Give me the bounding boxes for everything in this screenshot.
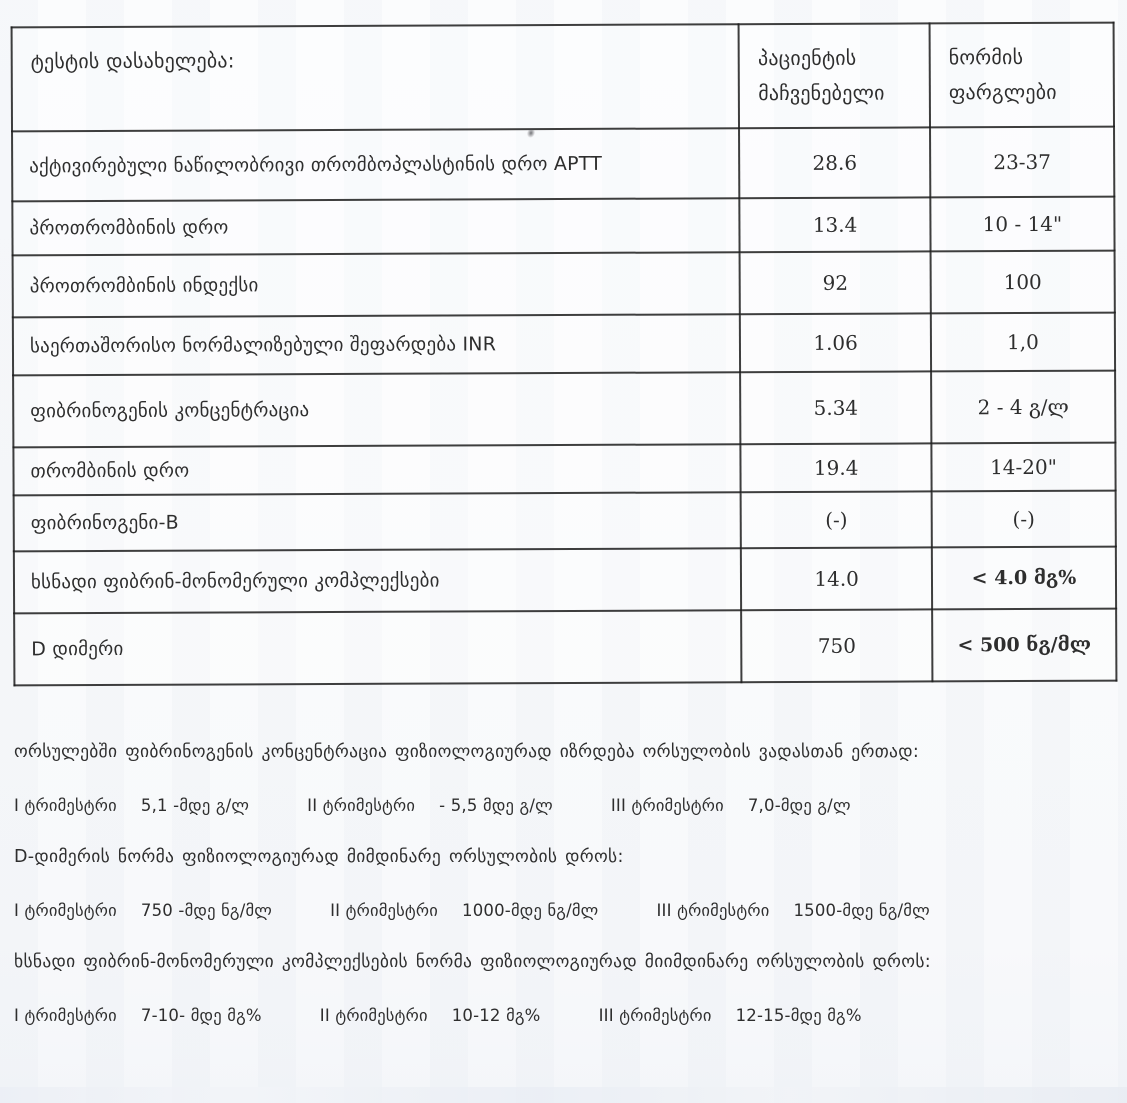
trimester-value: 7,0-მდე გ/ლ (747, 796, 851, 815)
trimester-line (14, 1006, 1114, 1025)
trimester-entry (14, 796, 249, 815)
table-row (13, 371, 1115, 448)
trimester-entry (599, 1006, 862, 1025)
table-row (12, 197, 1114, 256)
note-heading: ორსულებში ფიბრინოგენის კონცენტრაცია ფიზიოლოგიურად იზრდება ორსულობის ვადასთან ერთად: (14, 742, 920, 762)
patient-value-cell: 13.4 (740, 197, 931, 252)
test-name-cell: აქტივირებული ნაწილობრივი თრომბოპლასტინის დრო APTT (12, 128, 740, 201)
test-name-column-header: ტესტის დასახელება: (12, 24, 740, 131)
patient-value-cell: (-) (741, 491, 932, 548)
norm-range-cell: 100 (931, 251, 1115, 314)
trimester-label: I ტრიმესტრი (14, 901, 117, 920)
note-heading: ხსნადი ფიბრინ-მონომერული კომპლექსების ნორმა ფიზიოლოგიურად მიიმდინარე ორსულობის დროს: (14, 952, 931, 972)
trimester-entry (330, 901, 598, 920)
trimester-value: 7-10- მდე მგ% (140, 1006, 262, 1025)
note-block (14, 847, 1114, 920)
norm-range-cell: 1,0 (931, 313, 1115, 372)
trimester-label: II ტრიმესტრი (307, 796, 416, 815)
results-table-header (12, 23, 1114, 132)
test-name-cell: თრომბინის დრო (13, 444, 741, 495)
trimester-label: III ტრიმესტრი (610, 796, 724, 815)
test-name-cell: საერთაშორისო ნორმალიზებული შეფარდება INR (13, 314, 741, 375)
trimester-entry (611, 796, 851, 815)
coagulation-results-table (11, 22, 1118, 687)
trimester-entry (656, 901, 929, 920)
trimester-label: I ტრიმესტრი (14, 796, 117, 815)
test-name-cell: D დიმერი (14, 610, 742, 685)
table-row (14, 547, 1116, 614)
table-row (12, 127, 1114, 202)
trimester-line (14, 901, 1114, 920)
norm-range-cell: < 500 ნგ/მლ (932, 609, 1116, 682)
table-row (14, 609, 1116, 686)
patient-value-cell: 19.4 (741, 443, 932, 492)
patient-value-cell: 92 (740, 251, 931, 314)
patient-value-cell: 28.6 (739, 127, 930, 198)
results-table-body (12, 127, 1116, 686)
trimester-label: III ტრიმესტრი (598, 1006, 712, 1025)
trimester-value: 5,1 -მდე გ/ლ (140, 796, 250, 815)
trimester-entry (320, 1006, 541, 1025)
trimester-value: 10-12 მგ% (451, 1006, 541, 1025)
trimester-value: 750 -მდე ნგ/მლ (140, 901, 273, 920)
table-row (13, 443, 1115, 496)
trimester-entry (14, 1006, 262, 1025)
patient-value-cell: 750 (741, 609, 932, 682)
table-row (13, 313, 1115, 376)
header-row (12, 23, 1114, 132)
patient-value-cell: 14.0 (741, 547, 932, 610)
trimester-value: - 5,5 მდე გ/ლ (439, 796, 553, 815)
trimester-value: 1000-მდე ნგ/მლ (462, 901, 599, 920)
note-block (14, 952, 1114, 1025)
table-row (14, 491, 1116, 552)
trimester-line (14, 796, 1114, 815)
trimester-label: I ტრიმესტრი (14, 1006, 117, 1025)
trimester-value: 12-15-მდე მგ% (735, 1006, 862, 1025)
scan-edge-artifact (0, 1087, 1127, 1103)
test-name-cell: პროთრომბინის დრო (12, 198, 740, 255)
trimester-label: III ტრიმესტრი (656, 901, 770, 920)
trimester-entry (14, 901, 272, 920)
norm-range-cell: < 4.0 მგ% (932, 547, 1116, 610)
trimester-label: II ტრიმესტრი (330, 901, 438, 920)
norm-range-cell: 14-20" (931, 443, 1115, 492)
norm-range-cell: 10 - 14" (930, 197, 1114, 252)
patient-value-cell: 5.34 (740, 371, 931, 444)
trimester-label: II ტრიმესტრი (319, 1006, 428, 1025)
patient-value-column-header: პაციენტის მაჩვენებელი (739, 23, 930, 128)
test-name-cell: ფიბრინოგენი-B (14, 492, 742, 551)
test-name-cell: პროთრომბინის ინდექსი (13, 252, 741, 317)
note-block (14, 742, 1114, 815)
norm-range-cell: (-) (932, 491, 1116, 548)
test-name-cell: ხსნადი ფიბრინ-მონომერული კომპლექსები (14, 548, 742, 613)
norm-range-cell: 2 - 4 გ/ლ (931, 371, 1115, 444)
note-heading: D-დიმერის ნორმა ფიზიოლოგიურად მიმდინარე ორსულობის დროს: (14, 847, 624, 867)
trimester-value: 1500-მდე ნგ/მლ (793, 901, 930, 920)
test-name-cell: ფიბრინოგენის კონცენტრაცია (13, 372, 741, 447)
norm-range-column-header: ნორმის ფარგლები (930, 23, 1114, 128)
trimester-entry (307, 796, 553, 815)
notes-section (14, 742, 1114, 1057)
norm-range-cell: 23-37 (930, 127, 1114, 198)
patient-value-cell: 1.06 (740, 313, 931, 372)
table-row (13, 251, 1115, 318)
